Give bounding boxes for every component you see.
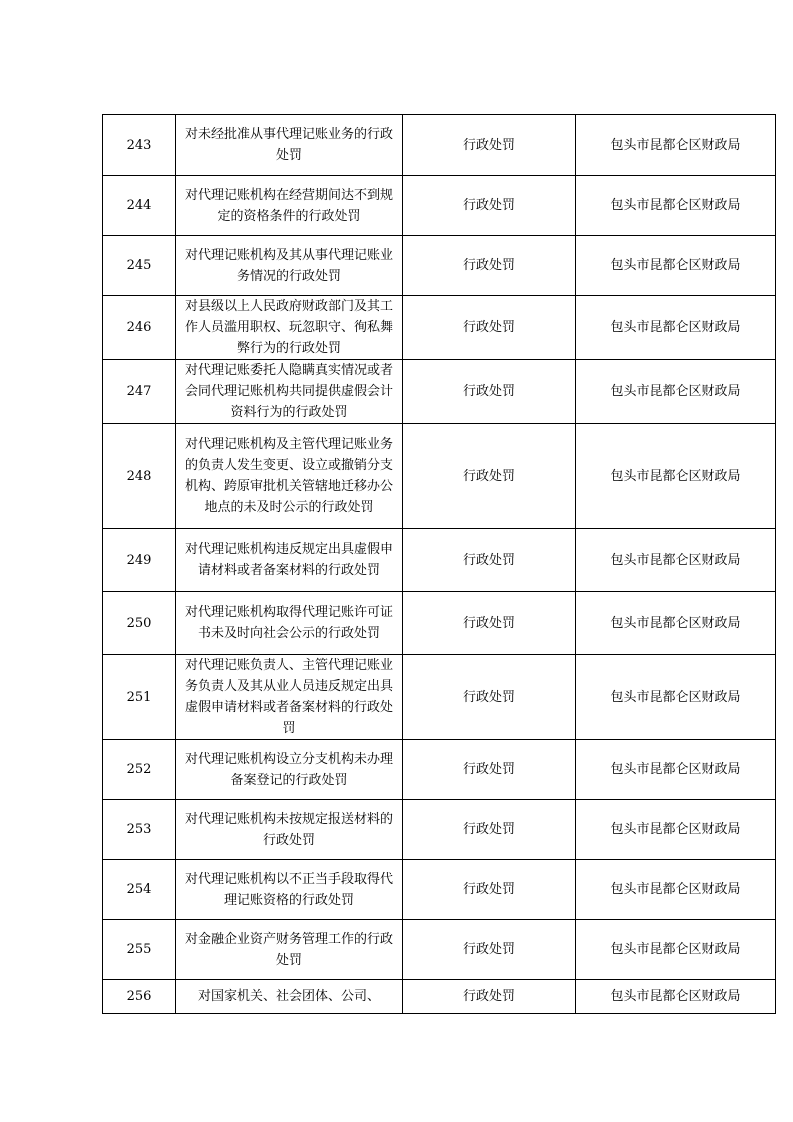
item-name: 对代理记账机构未按规定报送材料的行政处罚 — [176, 800, 403, 860]
department: 包头市昆都仑区财政局 — [576, 424, 776, 529]
item-type: 行政处罚 — [403, 115, 576, 176]
department: 包头市昆都仑区财政局 — [576, 860, 776, 920]
table-row — [103, 740, 776, 800]
item-name: 对金融企业资产财务管理工作的行政处罚 — [176, 920, 403, 980]
department: 包头市昆都仑区财政局 — [576, 800, 776, 860]
item-type: 行政处罚 — [403, 592, 576, 655]
row-number: 252 — [103, 740, 176, 800]
item-type: 行政处罚 — [403, 920, 576, 980]
department: 包头市昆都仑区财政局 — [576, 176, 776, 236]
row-number: 251 — [103, 655, 176, 740]
item-type: 行政处罚 — [403, 655, 576, 740]
item-type: 行政处罚 — [403, 800, 576, 860]
row-number: 245 — [103, 236, 176, 296]
row-number: 250 — [103, 592, 176, 655]
item-type: 行政处罚 — [403, 980, 576, 1014]
row-number: 255 — [103, 920, 176, 980]
row-number: 247 — [103, 360, 176, 424]
item-type: 行政处罚 — [403, 424, 576, 529]
table-row — [103, 424, 776, 529]
department: 包头市昆都仑区财政局 — [576, 980, 776, 1014]
item-name: 对代理记账负责人、主管代理记账业务负责人及其从业人员违反规定出具虚假申请材料或者备案材料的行政处罚 — [176, 655, 403, 740]
item-type: 行政处罚 — [403, 176, 576, 236]
department: 包头市昆都仑区财政局 — [576, 740, 776, 800]
row-number: 249 — [103, 529, 176, 592]
item-name: 对代理记账机构以不正当手段取得代理记账资格的行政处罚 — [176, 860, 403, 920]
item-type: 行政处罚 — [403, 236, 576, 296]
item-name: 对国家机关、社会团体、公司、 — [176, 980, 403, 1014]
table-row — [103, 115, 776, 176]
item-name: 对代理记账机构违反规定出具虚假申请材料或者备案材料的行政处罚 — [176, 529, 403, 592]
item-type: 行政处罚 — [403, 296, 576, 360]
row-number: 246 — [103, 296, 176, 360]
table-row — [103, 800, 776, 860]
table-row — [103, 176, 776, 236]
department: 包头市昆都仑区财政局 — [576, 920, 776, 980]
row-number: 243 — [103, 115, 176, 176]
table-row — [103, 920, 776, 980]
department: 包头市昆都仑区财政局 — [576, 360, 776, 424]
item-name: 对代理记账委托人隐瞒真实情况或者会同代理记账机构共同提供虚假会计资料行为的行政处罚 — [176, 360, 403, 424]
department: 包头市昆都仑区财政局 — [576, 592, 776, 655]
department: 包头市昆都仑区财政局 — [576, 115, 776, 176]
item-name: 对代理记账机构在经营期间达不到规定的资格条件的行政处罚 — [176, 176, 403, 236]
item-name: 对代理记账机构取得代理记账许可证书未及时向社会公示的行政处罚 — [176, 592, 403, 655]
item-name: 对代理记账机构及其从事代理记账业务情况的行政处罚 — [176, 236, 403, 296]
item-type: 行政处罚 — [403, 360, 576, 424]
table-row — [103, 860, 776, 920]
row-number: 253 — [103, 800, 176, 860]
power-list-table — [102, 114, 776, 1014]
item-name: 对未经批准从事代理记账业务的行政处罚 — [176, 115, 403, 176]
table-row — [103, 529, 776, 592]
table-row — [103, 360, 776, 424]
department: 包头市昆都仑区财政局 — [576, 236, 776, 296]
row-number: 244 — [103, 176, 176, 236]
item-type: 行政处罚 — [403, 529, 576, 592]
department: 包头市昆都仑区财政局 — [576, 529, 776, 592]
department: 包头市昆都仑区财政局 — [576, 655, 776, 740]
row-number: 248 — [103, 424, 176, 529]
item-name: 对县级以上人民政府财政部门及其工作人员滥用职权、玩忽职守、徇私舞弊行为的行政处罚 — [176, 296, 403, 360]
department: 包头市昆都仑区财政局 — [576, 296, 776, 360]
table-row — [103, 236, 776, 296]
item-name: 对代理记账机构及主管代理记账业务的负责人发生变更、设立或撤销分支机构、跨原审批机关管辖地迁移办公地点的未及时公示的行政处罚 — [176, 424, 403, 529]
row-number: 256 — [103, 980, 176, 1014]
item-type: 行政处罚 — [403, 740, 576, 800]
item-type: 行政处罚 — [403, 860, 576, 920]
row-number: 254 — [103, 860, 176, 920]
table-row — [103, 296, 776, 360]
item-name: 对代理记账机构设立分支机构未办理备案登记的行政处罚 — [176, 740, 403, 800]
table-row — [103, 980, 776, 1014]
table-row — [103, 655, 776, 740]
table-row — [103, 592, 776, 655]
